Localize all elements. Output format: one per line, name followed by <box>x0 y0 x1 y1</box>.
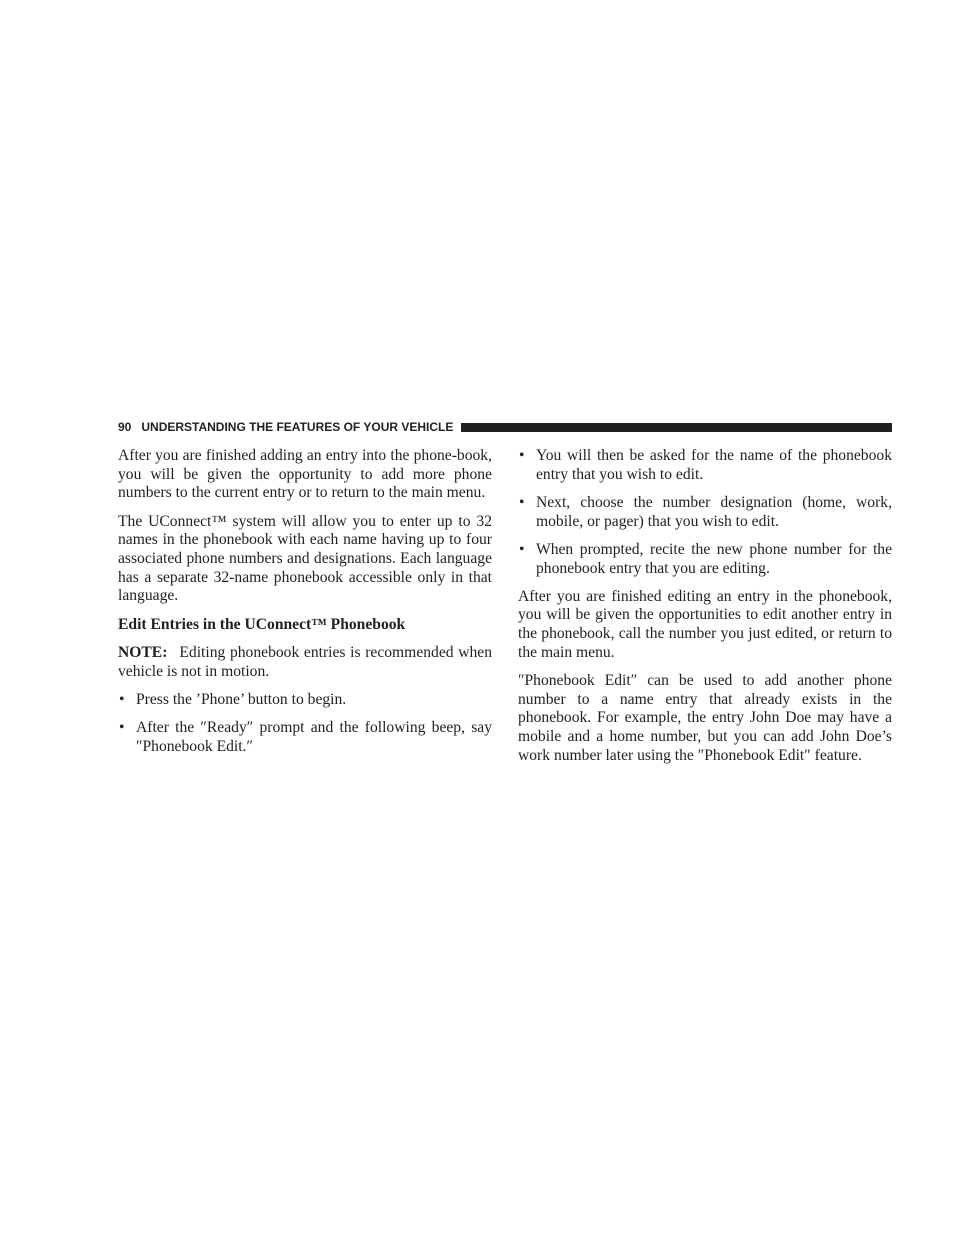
list-item-text: When prompted, recite the new phone number for the phonebook entry that you are editing. <box>536 540 892 577</box>
bullet-icon: • <box>119 718 125 736</box>
bullet-icon: • <box>119 690 125 708</box>
list-item <box>518 494 892 531</box>
paragraph-finished-editing: After you are finished editing an entry in the phonebook, you will be given the opportunities to edit another entry in the phonebook, call the number you just edited, or return to the main menu. <box>518 587 892 661</box>
list-item-text: You will then be asked for the name of the phonebook entry that you wish to edit. <box>536 447 892 483</box>
list-item <box>118 719 492 756</box>
paragraph-phonebook-capacity: The UConnect™ system will allow you to enter up to 32 names in the phonebook with each name having up to four associated phone numbers and designations. Each language has a separate 32-name phonebook accessible only in that language. <box>118 512 492 605</box>
bullet-icon: • <box>519 540 525 558</box>
note-label: NOTE: <box>118 643 168 661</box>
page-header <box>118 419 892 435</box>
page-number: 90 <box>118 420 132 434</box>
bullet-icon: • <box>519 493 525 511</box>
bullet-icon: • <box>519 447 525 464</box>
paragraph-finished-adding: After you are finished adding an entry into the phone-book, you will be given the opportunity to add more phone numbers to the current entry or to return to the main menu. <box>118 447 492 502</box>
list-item-text: Press the ’Phone’ button to begin. <box>136 690 347 708</box>
right-column <box>518 447 892 766</box>
right-bullet-list <box>518 447 892 578</box>
list-item-text: Next, choose the number designation (home, work, mobile, or pager) that you wish to edit. <box>536 493 892 530</box>
section-title: UNDERSTANDING THE FEATURES OF YOUR VEHICLE <box>141 420 454 434</box>
left-bullet-list <box>118 691 492 757</box>
note-paragraph <box>118 644 492 681</box>
header-rule <box>461 423 892 432</box>
paragraph-phonebook-edit-usage: ″Phonebook Edit″ can be used to add another phone number to a name entry that already exists in the phonebook. For example, the entry John Doe may have a mobile and a home number, but you can add John Doe’s work number later using the ″Phonebook Edit″ feature. <box>518 672 892 764</box>
list-item <box>118 691 492 710</box>
list-item-text: After the ″Ready″ prompt and the following beep, say ″Phonebook Edit.″ <box>136 718 492 755</box>
list-item <box>518 541 892 578</box>
note-text: Editing phonebook entries is recommended when vehicle is not in motion. <box>118 643 492 680</box>
subheading-edit-entries: Edit Entries in the UConnect™ Phonebook <box>118 615 406 633</box>
list-item <box>518 447 892 484</box>
left-column <box>118 447 492 766</box>
